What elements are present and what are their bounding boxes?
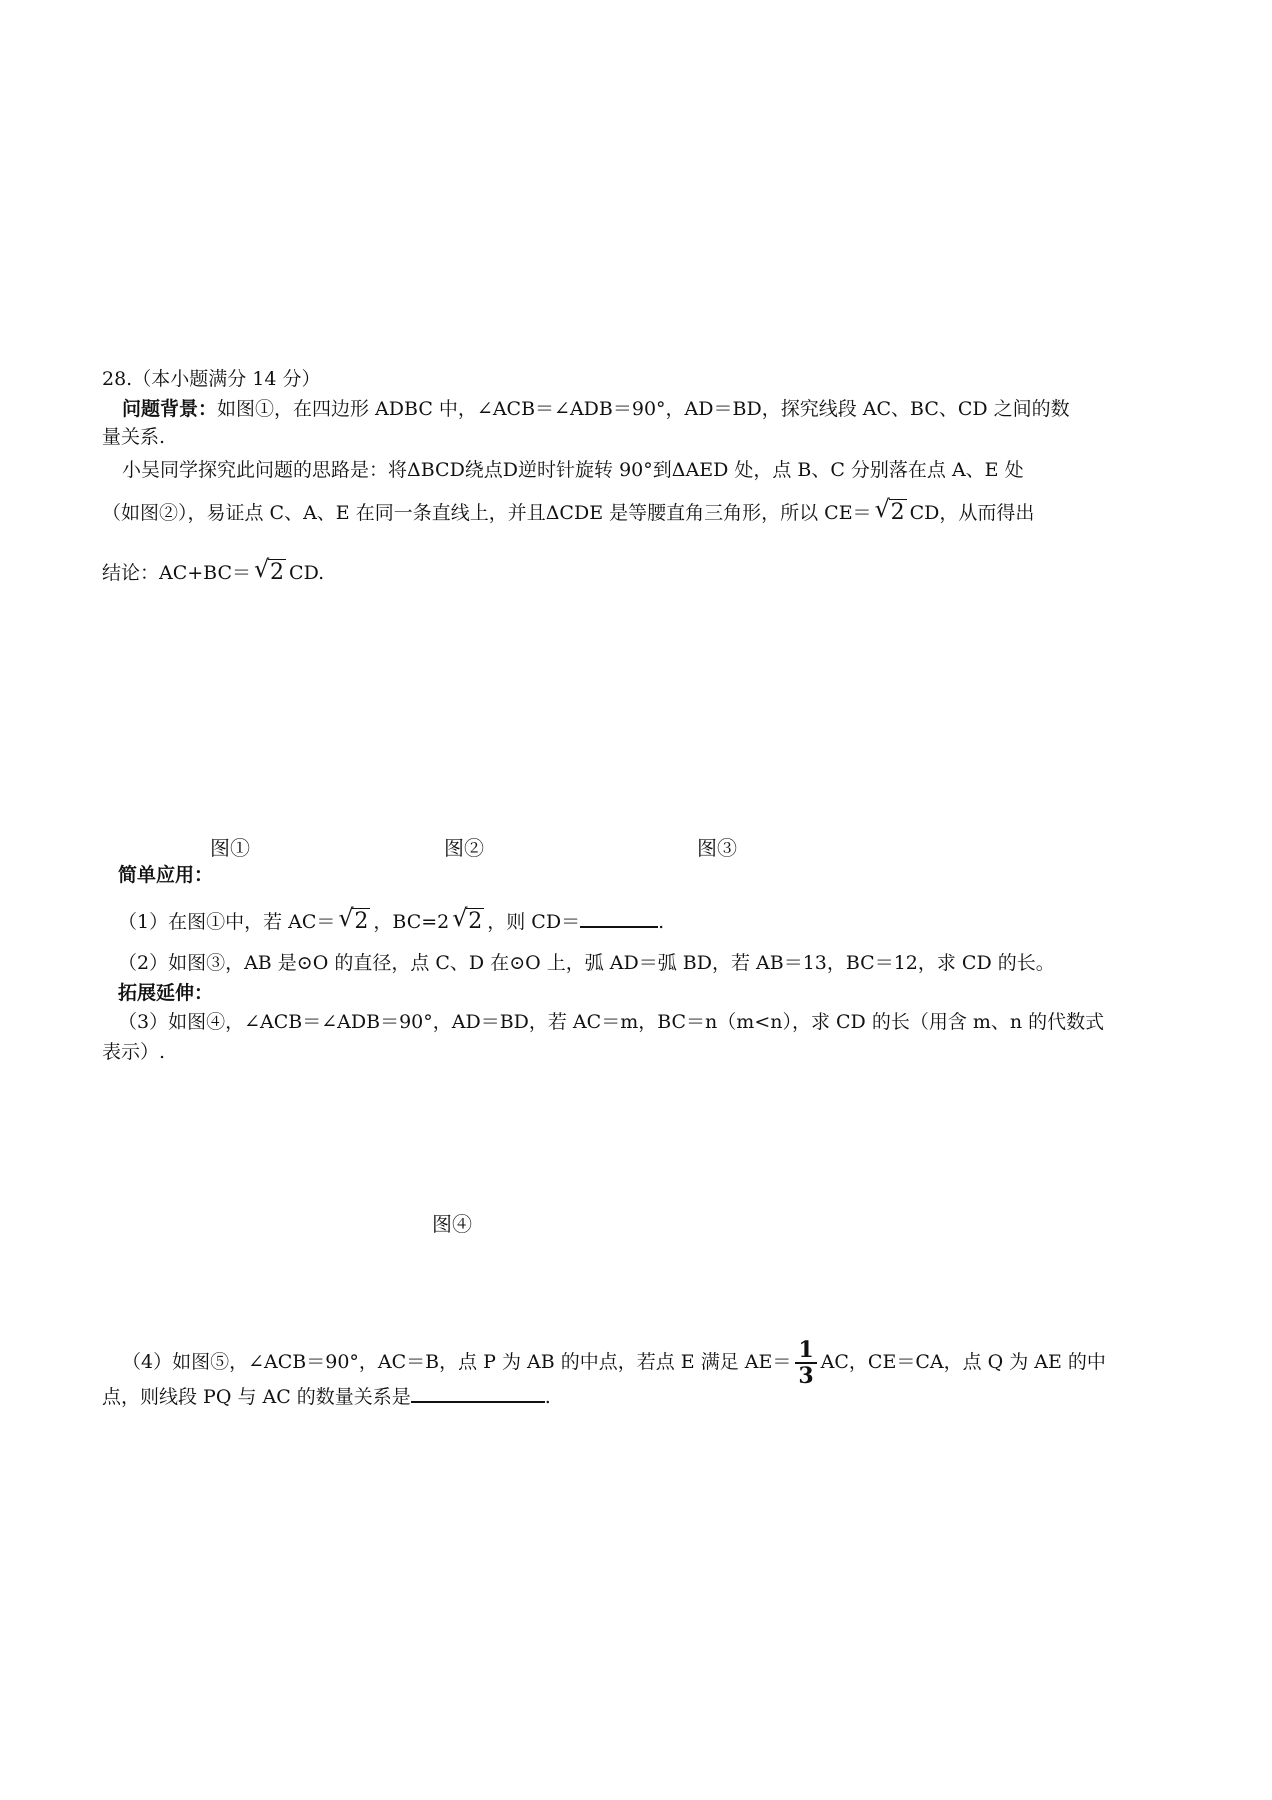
question-3-line-2: 表示）. <box>102 1041 166 1063</box>
extension-label: 拓展延伸： <box>118 982 214 1004</box>
q4-text-a: （4）如图⑤，∠ACB＝90°，AC＝B，点 P 为 AB 的中点，若点 E 满足 AE＝ <box>122 1351 792 1373</box>
sqrt-2-symbol: √ 2 <box>452 904 483 934</box>
answer-blank-4[interactable] <box>411 1383 545 1403</box>
figure-label-4: 图④ <box>432 1212 472 1236</box>
conclusion-line <box>102 555 1272 586</box>
answer-blank-1[interactable] <box>580 908 658 928</box>
conclusion-text-a: 结论：AC+BC＝ <box>102 562 252 584</box>
q1-text-b: ，BC=2 <box>373 911 450 933</box>
q4-text-b: AC，CE＝CA，点 Q 为 AE 的中 <box>820 1351 1106 1373</box>
q1-text-a: （1）在图①中，若 AC＝ <box>118 911 336 933</box>
question-1 <box>118 904 1272 935</box>
sqrt-2-symbol: √ 2 <box>338 904 369 934</box>
idea-text-2a: （如图②），易证点 C、A、E 在同一条直线上，并且ΔCDE 是等腰直角三角形，所以 CE＝ <box>102 502 872 524</box>
background-label: 问题背景： <box>122 398 218 420</box>
figure-label-3: 图③ <box>697 836 737 860</box>
fraction-one-third: $\frac{1}{3}$ <box>795 1338 816 1388</box>
question-header: 28.（本小题满分 14 分） <box>102 368 321 390</box>
figure-label-1: 图① <box>210 836 250 860</box>
figure-label-2: 图② <box>444 836 484 860</box>
idea-line-2 <box>102 495 1272 526</box>
question-4-line-2 <box>102 1383 1272 1410</box>
idea-line-1: 小吴同学探究此问题的思路是：将ΔBCD绕点D逆时针旋转 90°到ΔAED 处，点 B、C 分别落在点 A、E 处 <box>122 459 1024 481</box>
idea-text-2b: CD，从而得出 <box>909 502 1035 524</box>
sqrt-2-symbol: √ 2 <box>254 555 285 585</box>
background-line-2: 量关系. <box>102 426 166 448</box>
question-2: （2）如图③，AB 是⊙O 的直径，点 C、D 在⊙O 上，弧 AD＝弧 BD，若 AB＝13，BC＝12，求 CD 的长。 <box>118 952 1055 974</box>
conclusion-text-b: CD. <box>289 562 325 584</box>
question-4-line-1 <box>122 1338 1272 1388</box>
q1-text-c: ，则 CD＝ <box>487 911 581 933</box>
background-line-1 <box>122 396 1272 422</box>
simple-application-label: 简单应用： <box>118 864 214 886</box>
background-text-1: 如图①，在四边形 ADBC 中，∠ACB＝∠ADB＝90°，AD＝BD，探究线段 AC、BC、CD 之间的数 <box>217 398 1070 420</box>
sqrt-2-symbol: √ 2 <box>874 495 905 525</box>
question-3-line-1: （3）如图④，∠ACB＝∠ADB＝90°，AD＝BD，若 AC＝m，BC＝n（m<n），求 CD 的长（用含 m、n 的代数式 <box>118 1011 1105 1033</box>
q4-end: . <box>544 1386 551 1408</box>
q1-end: . <box>658 911 665 933</box>
q4-text-2: 点，则线段 PQ 与 AC 的数量关系是 <box>102 1386 411 1408</box>
